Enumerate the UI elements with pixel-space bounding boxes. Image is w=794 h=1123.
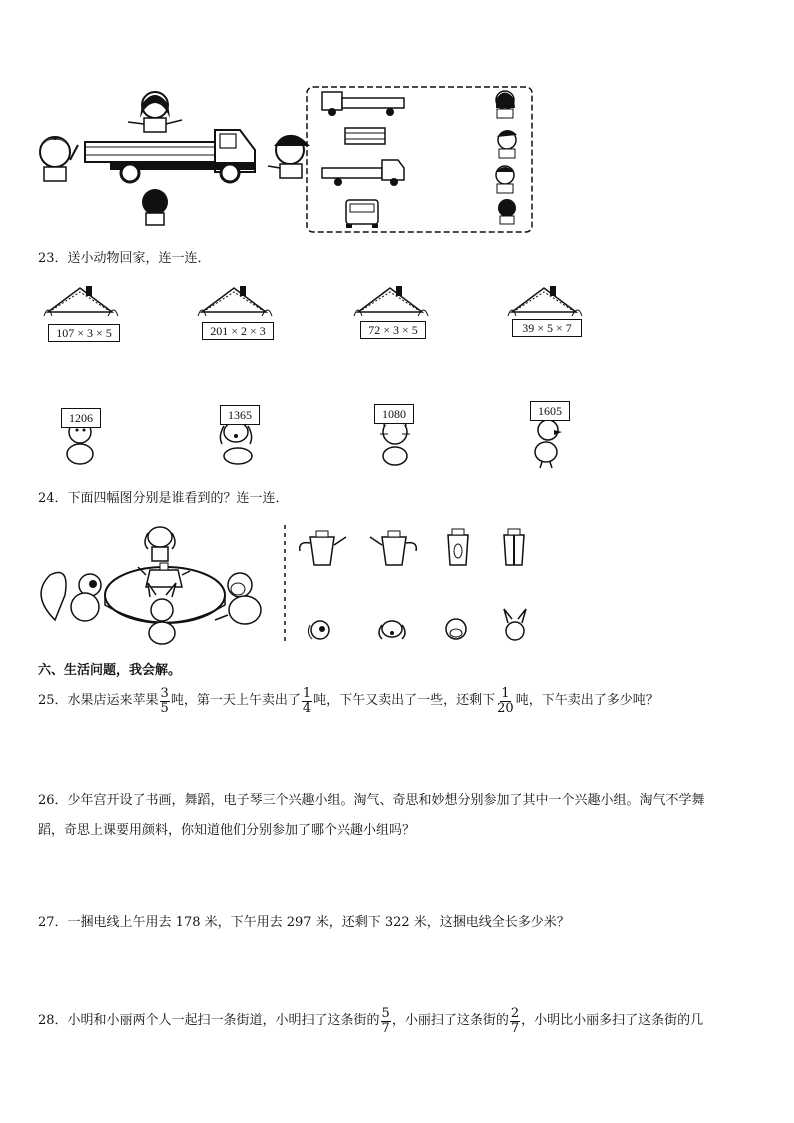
fraction-numerator: 3	[160, 685, 169, 701]
fraction-denominator: 4	[302, 700, 312, 716]
q25-part: 吨，下午卖出了多少吨？	[515, 693, 659, 708]
fraction-denominator: 5	[160, 700, 169, 716]
section-6-title: 六、生活问题，我会解。	[38, 663, 182, 678]
fraction-denominator: 20	[497, 700, 514, 716]
q24-teapot-scene-illustration	[0, 515, 794, 655]
q26-line-2: 蹈，奇思上课要用颜料，你知道他们分别参加了哪个兴趣小组吗？	[38, 823, 416, 838]
fraction-numerator: 1	[501, 685, 510, 701]
dog-top-icon	[145, 527, 175, 561]
option-back-girl-icon	[498, 199, 516, 224]
girl-back-icon	[142, 189, 168, 225]
fraction-numerator: 1	[302, 685, 312, 701]
dog-head-icon	[379, 621, 405, 639]
truck-view-other-side-icon	[322, 160, 404, 186]
q25-fraction-3-5	[160, 687, 170, 716]
option-boy-icon	[496, 166, 514, 193]
q27-text: 27．一捆电线上午用去 178 米，下午用去 297 米，还剩下 322 米，这捆电线全长多少米？	[38, 915, 570, 930]
house-icon	[44, 286, 118, 316]
q28-part: ，小明比小丽多扫了这条街的几	[521, 1013, 704, 1028]
q23-text: 23．送小动物回家，连一连．	[38, 251, 211, 266]
house-icon	[198, 286, 272, 316]
q25-fraction-1-4	[302, 687, 312, 716]
q25-part: 吨，下午又卖出了一些，还剩下	[313, 693, 496, 708]
chick-icon	[535, 420, 562, 468]
fraction-numerator: 2	[510, 1005, 520, 1021]
teapot-view-icon	[504, 529, 524, 565]
dog-icon	[220, 422, 252, 464]
truck-view-top-icon	[345, 128, 385, 144]
q28-text	[38, 1004, 703, 1038]
house-expression-label: 201 × 2 × 3	[202, 322, 274, 340]
q26-line-1: 26．少年宫开设了书画，舞蹈，电子琴三个兴趣小组。淘气、奇思和妙想分别参加了其中一个兴趣小组。淘气不学舞	[38, 793, 705, 808]
animal-number-sign: 1605	[530, 401, 570, 421]
q28-part: 28．小明和小丽两个人一起扫一条街道，小明扫了这条街的	[38, 1013, 380, 1028]
truck-view-front-icon	[346, 200, 378, 228]
q25-part: 吨，第一天上午卖出了	[170, 693, 301, 708]
q25-fraction-1-20	[496, 687, 515, 716]
rabbit-head-icon	[504, 609, 526, 640]
house-icon	[354, 286, 428, 316]
house-expression-label: 107 × 3 × 5	[48, 324, 120, 342]
option-cap-boy-icon	[497, 130, 517, 158]
house-expression-label: 39 × 5 × 7	[512, 319, 582, 337]
truck-view-side-icon	[322, 92, 404, 116]
q24-text: 24．下面四幅图分别是谁看到的？连一连．	[38, 491, 289, 506]
teapot-view-icon	[300, 531, 346, 565]
truck-scene-illustration	[0, 0, 794, 240]
animal-number-sign: 1206	[61, 408, 101, 428]
monkey-head-icon	[446, 619, 466, 639]
q23-houses-illustration	[0, 280, 794, 480]
q28-fraction-5-7	[381, 1007, 391, 1036]
q28-part: ，小丽扫了这条街的	[391, 1013, 509, 1028]
house-icon	[508, 286, 582, 316]
squirrel-head-icon	[308, 621, 329, 639]
teapot-view-icon	[448, 529, 468, 565]
teapot-view-icon	[370, 531, 416, 565]
truck-side-icon	[85, 130, 255, 182]
fraction-numerator: 5	[381, 1005, 390, 1021]
boy-left-icon	[40, 137, 78, 181]
animal-number-sign: 1365	[220, 405, 260, 425]
girl-top-icon	[128, 92, 182, 132]
squirrel-left-icon	[41, 573, 101, 622]
q25-text	[38, 684, 659, 718]
fraction-denominator: 7	[510, 1020, 520, 1036]
boy-cap-right-icon	[268, 135, 310, 178]
animal-number-sign: 1080	[374, 404, 414, 424]
option-girl-icon	[496, 91, 515, 118]
q25-part: 25．水果店运来苹果	[38, 693, 159, 708]
house-expression-label: 72 × 3 × 5	[360, 321, 426, 339]
q28-fraction-2-7	[510, 1007, 520, 1036]
fraction-denominator: 7	[381, 1020, 390, 1036]
